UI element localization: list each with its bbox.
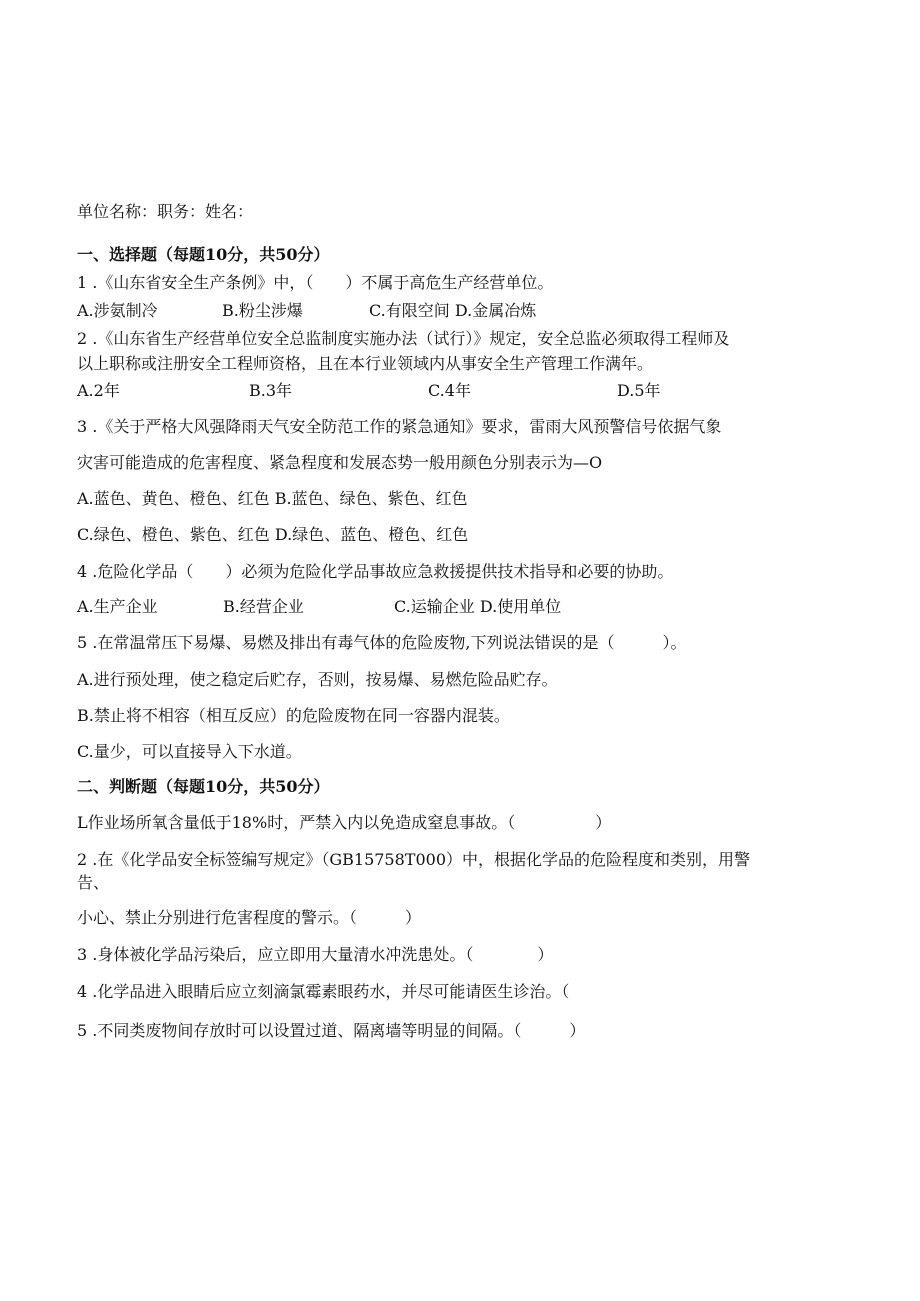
judgment-2-line2: 告、 [77,873,110,892]
section1-title: 一、选择题（每题10分，共50分） [77,245,330,264]
option-b: B.经营企业 [223,597,304,616]
question-5-option-c: C.量少，可以直接导入下水道。 [77,742,302,761]
question-4-options [77,596,877,618]
option-b: B.3年 [249,381,293,400]
question-3-line2: 灾害可能造成的危害程度、紧急程度和发展态势一般用颜色分别表示为—O [77,453,603,472]
question-1-options [77,300,877,322]
option-b: B.粉尘涉爆 [222,301,303,320]
question-5-option-a: A.进行预处理，使之稳定后贮存，否则，按易爆、易燃危险品贮存。 [77,670,558,689]
question-2-line1: 2 .《山东省生产经营单位安全总监制度实施办法（试行）》规定，安全总监必须取得工程师及 [77,329,730,348]
judgment-3: 3 .身体被化学品污染后，应立即用大量清水冲洗患处。（ ） [77,945,554,964]
judgment-4: 4 .化学品进入眼睛后应立刻滴氯霉素眼药水，并尽可能请医生诊治。（ [77,982,570,1001]
option-a: A.涉氨制冷 [77,301,158,320]
question-5-option-b: B.禁止将不相容（相互反应）的危险废物在同一容器内混装。 [77,706,510,725]
question-3-options-cd: C.绿色、橙色、紫色、红色 D.绿色、蓝色、橙色、红色 [77,525,469,544]
question-3-line1: 3 .《关于严格大风强降雨天气安全防范工作的紧急通知》要求，雷雨大风预警信号依据气象 [77,417,722,436]
question-1: 1 .《山东省安全生产条例》中，（ ）不属于高危生产经营单位。 [77,273,554,292]
judgment-2-line1: 2 .在《化学品安全标签编写规定》（GB15758T000）中，根据化学品的危险程度和类别，用警 [77,850,751,869]
question-2-line2: 以上职称或注册安全工程师资格，且在本行业领域内从事安全生产管理工作满年。 [77,354,654,373]
judgment-5: 5 .不同类废物间存放时可以设置过道、隔离墙等明显的间隔。（ ） [77,1021,586,1040]
option-c-d: C.运输企业 D.使用单位 [394,597,562,616]
question-5: 5 .在常温常压下易爆、易燃及排出有毒气体的危险废物,下列说法错误的是（ ）。 [77,633,687,652]
judgment-1: L作业场所氧含量低于18%时，严禁入内以免造成窒息事故。（ ） [77,813,612,832]
option-a: A.2年 [77,381,120,400]
section2-title: 二、判断题（每题10分，共50分） [77,777,330,796]
question-2-options [77,380,877,402]
question-4: 4 .危险化学品（ ）必须为危险化学品事故应急救援提供技术指导和必要的协助。 [77,562,674,581]
question-3-options-ab: A.蓝色、黄色、橙色、红色 B.蓝色、绿色、紫色、红色 [77,489,468,508]
header-fields: 单位名称：职务：姓名： [77,202,254,221]
option-d: D.5年 [617,381,661,400]
option-c-d: C.有限空间 D.金属冶炼 [369,301,537,320]
option-c: C.4年 [428,381,471,400]
option-a: A.生产企业 [77,597,158,616]
judgment-2-line3: 小心、禁止分别进行危害程度的警示。（ ） [77,908,422,927]
